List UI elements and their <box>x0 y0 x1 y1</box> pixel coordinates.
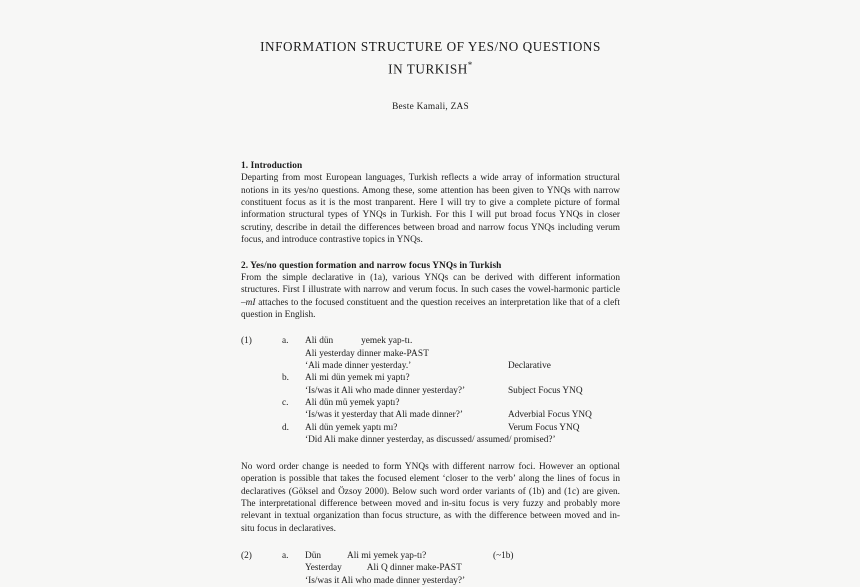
paragraph-3-body: No word order change is needed to form YNQs with different narrow foci. However an optional operation is possible that takes the focused element ‘closer to the verb’ along the lines of focus in declaratives (Göksel and Özsoy 2000). Below such word order variants of (1b) and (1c) are given. The interpretational difference between moved and in-situ focus is very fuzzy and probably more relevant in textual organization than focus structure, as with the difference between moved and in-situ focus in declaratives. <box>241 461 620 534</box>
example-2a-object-language <box>305 550 426 562</box>
example-1b-label: Subject Focus YNQ <box>508 385 583 396</box>
example-2a-gloss-line <box>241 562 620 574</box>
section-2-body <box>241 272 620 321</box>
vowel-harmonic-particle: –mI <box>241 297 256 308</box>
section-2-body-part2: attaches to the focused constituent and the question receives an interpretation like that of a cleft question in English. <box>241 297 620 320</box>
example-1c-translation: ‘Is/was it yesterday that Ali made dinner?’ <box>305 410 463 421</box>
example-2a-gloss-smallcaps: PAST <box>439 563 462 574</box>
example-2a-object-part2: Ali mi yemek yap-tı? <box>347 550 427 561</box>
example-block-1 <box>241 335 620 446</box>
section-1-heading: 1. Introduction <box>241 161 303 172</box>
example-1a-object-language <box>305 335 412 347</box>
example-1d-translation-line <box>241 434 620 446</box>
example-1c-translation-line <box>241 409 620 421</box>
example-2-number: (2) <box>241 550 252 561</box>
example-2a-gloss <box>305 562 462 574</box>
example-1c-object-language: Ali dün mü yemek yaptı? <box>305 398 400 409</box>
title-line-1: INFORMATION STRUCTURE OF YES/NO QUESTIONS <box>260 39 601 54</box>
example-1b-object-line <box>241 372 620 384</box>
example-1b-object-language: Ali mi dün yemek mi yaptı? <box>305 373 410 384</box>
example-1a-translation-line <box>241 360 620 372</box>
example-1a-translation: ‘Ali made dinner yesterday.’ <box>305 361 412 372</box>
page-content <box>241 0 620 587</box>
example-1a-gloss-line <box>241 348 620 360</box>
example-1b-translation-line <box>241 385 620 397</box>
example-1c-label: Adverbial Focus YNQ <box>508 410 592 421</box>
example-1a-object-part1: Ali dün <box>305 336 334 347</box>
example-1a-gloss-plain: Ali yesterday dinner make- <box>305 348 407 359</box>
paragraph-word-order <box>241 461 620 535</box>
example-2a-letter: a. <box>282 550 289 561</box>
example-1d-label: Verum Focus YNQ <box>508 422 580 433</box>
example-1c-object-line <box>241 397 620 409</box>
section-2-heading: 2. Yes/no question formation and narrow focus YNQs in Turkish <box>241 260 502 271</box>
example-1a-label: Declarative <box>508 361 551 372</box>
example-1a-gloss <box>305 348 429 360</box>
title-line-2: IN TURKISH <box>388 61 468 77</box>
example-1a-object-line <box>241 335 620 347</box>
example-2a-gloss-part2: Ali Q dinner make- <box>366 563 440 574</box>
example-1b-letter: b. <box>282 373 289 384</box>
example-1c-letter: c. <box>282 398 289 409</box>
example-1d-object-line <box>241 422 620 434</box>
example-2a-translation-line <box>241 575 620 587</box>
example-1a-letter: a. <box>282 336 289 347</box>
section-1-body: Departing from most European languages, Turkish reflects a wide array of information structural notions in its yes/no questions. Among these, some attention has been given to YNQs with narrow constituent focus as it is the most tranparent. Here I will try to give a complete picture of formal information structural types of YNQs in Turkish. For this I will put broad focus YNQs in closer scrutiny, describe in detail the differences between broad and narrow focus YNQs including verum focus, and introduce contrastive topics in YNQs. <box>241 173 620 246</box>
example-2a-object-part1: Dün <box>305 550 322 561</box>
page-title <box>241 38 620 78</box>
title-line-2-wrapper <box>241 56 620 78</box>
example-1-number: (1) <box>241 336 252 347</box>
example-2a-cross-reference: (~1b) <box>493 550 514 561</box>
section-yes-no-formation <box>241 261 620 321</box>
example-1b-translation: ‘Is/was it Ali who made dinner yesterday?’ <box>305 385 466 396</box>
section-introduction <box>241 161 620 246</box>
example-2a-translation: ‘Is/was it Ali who made dinner yesterday?’ <box>305 575 466 586</box>
example-1a-object-part2: yemek yap-tı. <box>361 336 413 347</box>
section-2-body-part1: From the simple declarative in (1a), various YNQs can be derived with different information structures. First I illustrate with narrow and verum focus. In such cases the vowel-harmonic particle <box>241 272 620 296</box>
example-1d-object-language: Ali dün yemek yaptı mı? <box>305 422 398 433</box>
example-1d-letter: d. <box>282 422 289 433</box>
example-1d-translation: ‘Did Ali make dinner yesterday, as discussed/ assumed/ promised?’ <box>305 435 556 446</box>
example-2a-object-line <box>241 550 620 562</box>
author-line: Beste Kamali, ZAS <box>392 102 469 113</box>
title-footnote-marker: * <box>467 60 473 70</box>
example-block-2 <box>241 550 620 587</box>
example-2a-gloss-part1: Yesterday <box>305 563 342 574</box>
example-1a-gloss-smallcaps: PAST <box>406 348 430 359</box>
